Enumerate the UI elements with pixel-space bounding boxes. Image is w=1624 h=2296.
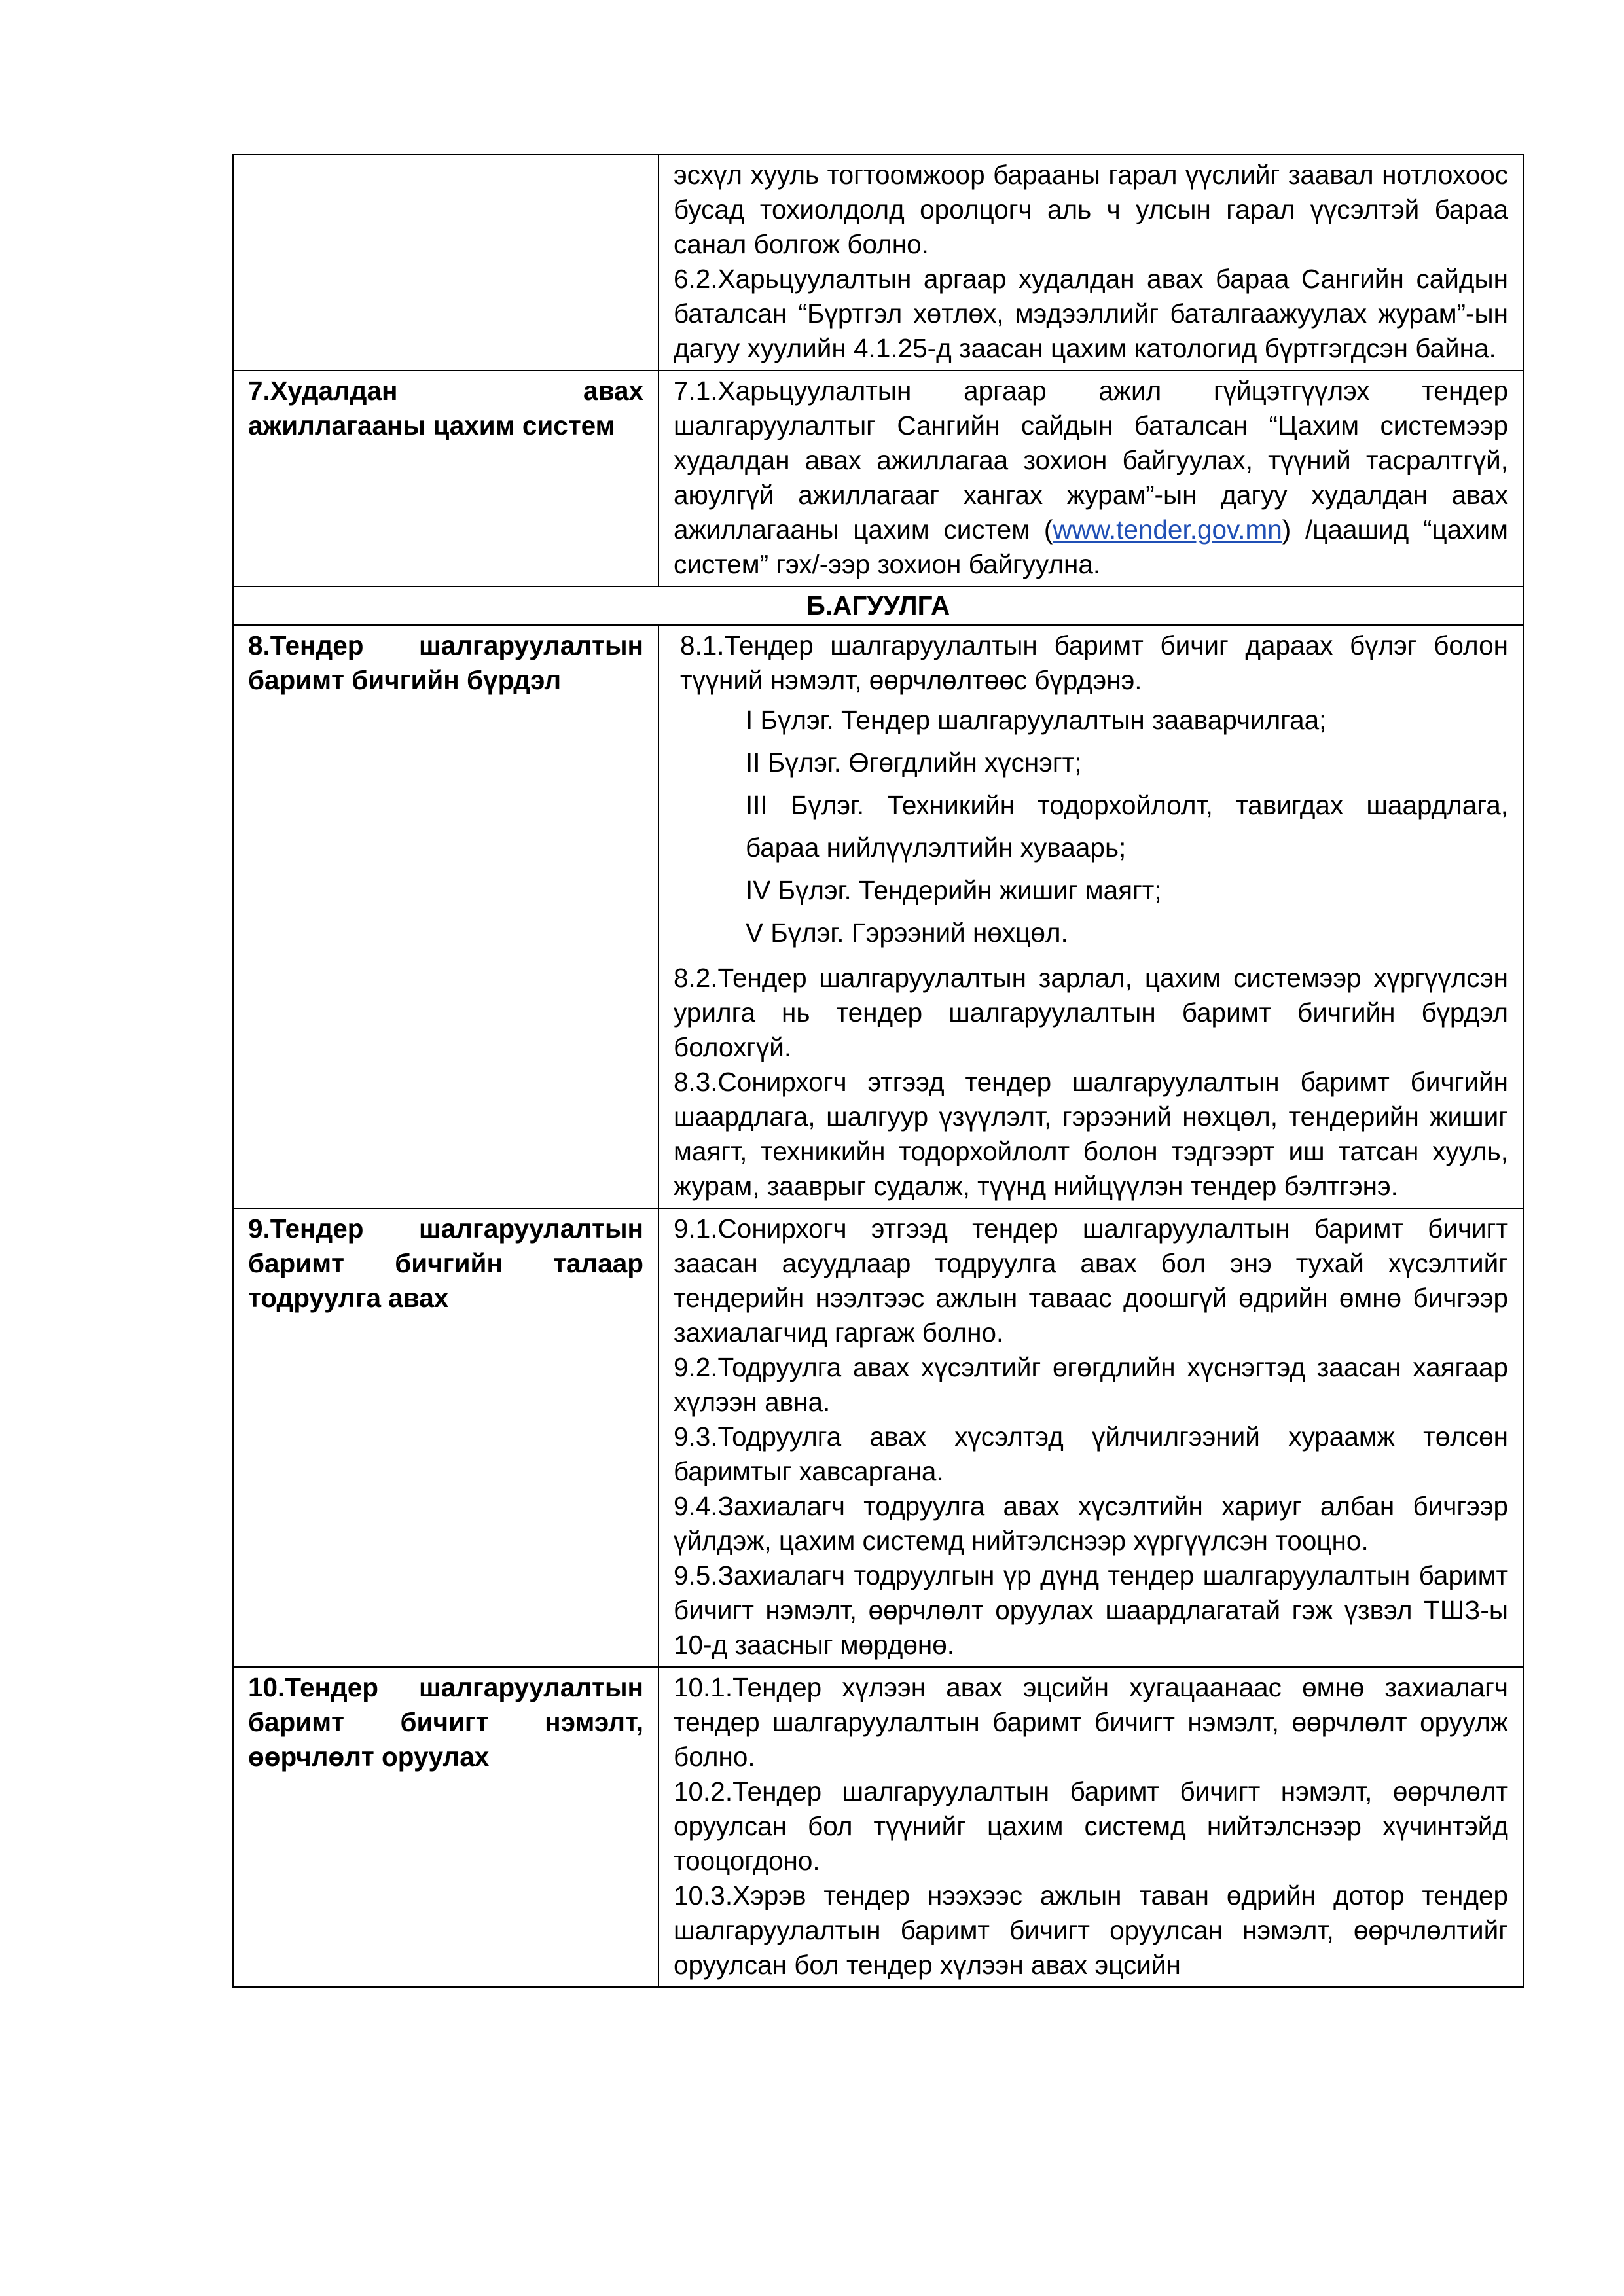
section-row-b	[233, 586, 1523, 625]
row6-content-cell	[659, 154, 1523, 370]
row7-content-cell	[659, 370, 1523, 586]
chapter-item: I Бүлэг. Тендер шалгаруулалтын зааварчилгаа;	[746, 705, 1327, 735]
row9-heading: 9.Тендер шалгаруулалтын баримт бичгийн талаар тодруулга авах	[248, 1213, 643, 1313]
clause-8-1: 8.1.Тендер шалгаруулалтын баримт бичиг дараах бүлэг болон түүний нэмэлт, өөрчлөлтөөс бүрдэнэ.	[680, 630, 1508, 695]
row10-content-cell	[659, 1667, 1523, 1987]
clause-10-3: 10.3.Хэрэв тендер нээхээс ажлын таван өдрийн дотор тендер шалгаруулалтын баримт бичигт оруулсан нэмэлт, өөрчлөлтийг оруулсан бол тендер хүлээн авах эцсийн	[674, 1880, 1508, 1980]
table-row-7	[233, 370, 1523, 586]
row8-heading: 8.Тендер шалгаруулалтын баримт бичгийн бүрдэл	[248, 630, 643, 695]
chapter-item: III Бүлэг. Техникийн тодорхойлолт, тавигдах шаардлага, бараа нийлүүлэлтийн хуваарь;	[746, 790, 1508, 863]
table-row-9	[233, 1208, 1523, 1667]
chapter-item: IV Бүлэг. Тендерийн жишиг маягт;	[746, 875, 1162, 905]
section-b-title: Б.АГУУЛГА	[233, 586, 1523, 625]
row9-content-cell	[659, 1208, 1523, 1667]
clause-9-2: 9.2.Тодруулга авах хүсэлтийг өгөгдлийн хүснэгтэд заасан хаягаар хүлээн авна.	[674, 1352, 1508, 1417]
clause-8-2: 8.2.Тендер шалгаруулалтын зарлал, цахим системээр хүргүүлсэн урилга нь тендер шалгаруулалтын баримт бичгийн бүрдэл болохгүй.	[674, 963, 1508, 1062]
clause-9-5: 9.5.Захиалагч тодруулгын үр дүнд тендер шалгаруулалтын баримт бичигт нэмэлт, өөрчлөлт оруулах шаардлагатай гэж үзвэл ТШЗ-ы 10-д заасныг мөрдөнө.	[674, 1560, 1508, 1660]
row8-heading-cell	[233, 625, 659, 1208]
instructions-table	[232, 154, 1524, 1988]
clause-6-1-continued: эсхүл хууль тогтоомжоор барааны гарал үүслийг заавал нотлохоос бусад тохиолдолд оролцогч аль ч улсын гарал үүсэлтэй бараа санал болгож болно.	[674, 160, 1508, 259]
row7-heading: 7.Худалдан авах ажиллагааны цахим систем	[248, 376, 643, 440]
row10-heading-cell	[233, 1667, 659, 1987]
row8-content-cell	[659, 625, 1523, 1208]
clause-10-1: 10.1.Тендер хүлээн авах эцсийн хугацаанаас өмнө захиалагч тендер шалгаруулалтын баримт бичигт нэмэлт, өөрчлөлт оруулж болно.	[674, 1672, 1508, 1772]
table-row-10	[233, 1667, 1523, 1987]
clause-6-2: 6.2.Харьцуулалтын аргаар худалдан авах бараа Сангийн сайдын баталсан “Бүртгэл хөтлөх, мэдээллийг баталгаажуулах журам”-ын дагуу хуулийн 4.1.25-д заасан цахим катологид бүртгэгдсэн байна.	[674, 264, 1508, 363]
clause-7-1	[674, 374, 1508, 582]
clause-10-2: 10.2.Тендер шалгаруулалтын баримт бичигт нэмэлт, өөрчлөлт оруулсан бол түүнийг цахим системд нийтэлснээр хүчинтэйд тооцогдоно.	[674, 1776, 1508, 1876]
row6-heading-cell	[233, 154, 659, 370]
row10-heading: 10.Тендер шалгаруулалтын баримт бичигт нэмэлт, өөрчлөлт оруулах	[248, 1672, 643, 1772]
chapter-item: V Бүлэг. Гэрээний нөхцөл.	[746, 918, 1068, 948]
clause-9-3: 9.3.Тодруулга авах хүсэлтэд үйлчилгээний хураамж төлсөн баримтыг хавсаргана.	[674, 1422, 1508, 1486]
clause-8-3: 8.3.Сонирхогч этгээд тендер шалгаруулалтын баримт бичгийн шаардлага, шалгуур үзүүлэлт, гэрээний нөхцөл, тендерийн жишиг маягт, техникийн тодорхойлолт болон тэдгээрт иш татсан хууль, журам, зааврыг судалж, түүнд нийцүүлэн тендер бэлтгэнэ.	[674, 1067, 1508, 1201]
row9-heading-cell	[233, 1208, 659, 1667]
clause-9-4: 9.4.Захиалагч тодруулга авах хүсэлтийн хариуг албан бичгээр үйлдэж, цахим системд нийтэлснээр хүргүүлсэн тооцно.	[674, 1491, 1508, 1556]
tender-website-link[interactable]: www.tender.gov.mn	[1053, 514, 1282, 545]
clause-7-1-text-end: ) /цаашид “цахим систем” гэх/-ээр зохион байгуулна.	[674, 514, 1508, 579]
row7-heading-cell	[233, 370, 659, 586]
clause-7-1-text: 7.1.Харьцуулалтын аргаар ажил гүйцэтгүүлэх тендер шалгаруулалтыг Сангийн сайдын баталсан “Цахим системээр худалдан авах ажиллагаа зохион байгуулах, түүний тасралтгүй, аюулгүй ажиллагааг хангах журам”-ын дагуу худалдан авах ажиллагааны цахим систем (	[674, 376, 1508, 545]
table-row-6	[233, 154, 1523, 370]
chapter-item: II Бүлэг. Өгөгдлийн хүснэгт;	[746, 747, 1082, 778]
table-row-8	[233, 625, 1523, 1208]
clause-9-1: 9.1.Сонирхогч этгээд тендер шалгаруулалтын баримт бичигт заасан асуудлаар тодруулга авах бол энэ тухай хүсэлтийг тендерийн нээлтээс ажлын таваас доошгүй өдрийн өмнө бичгээр захиалагчид гаргаж болно.	[674, 1213, 1508, 1348]
